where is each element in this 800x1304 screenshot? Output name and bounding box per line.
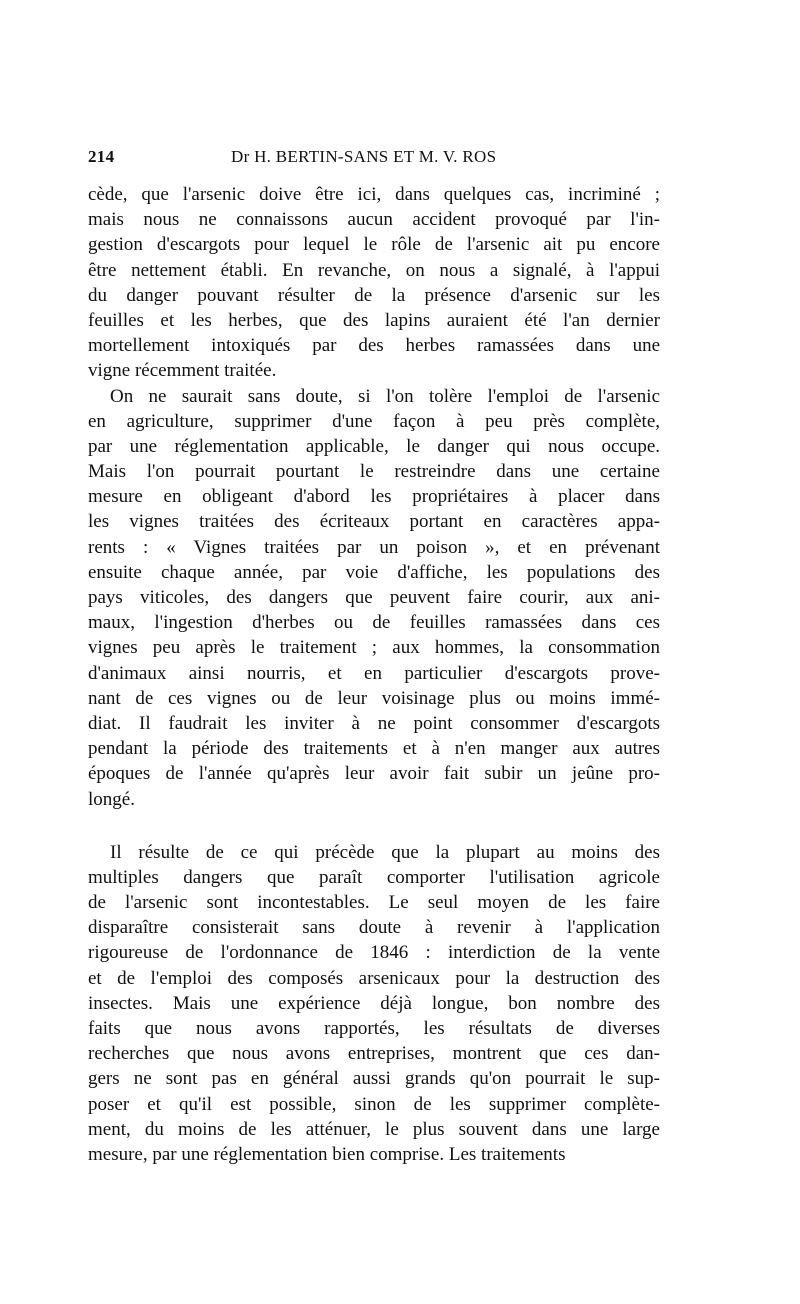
text-line: en agriculture, supprimer d'une façon à peu près complète, xyxy=(88,410,660,432)
text-line: disparaître consisterait sans doute à revenir à l'application xyxy=(88,917,660,939)
text-line: d'animaux ainsi nourris, et en particulier d'escargots prove- xyxy=(88,662,660,684)
text-line: recherches que nous avons entreprises, montrent que ces dan- xyxy=(88,1043,660,1065)
text-line: gers ne sont pas en général aussi grands qu'on pourrait le sup- xyxy=(88,1068,660,1090)
text-line: Mais l'on pourrait pourtant le restreindre dans une certaine xyxy=(88,461,660,483)
text-line: mesure, par une réglementation bien comprise. Les traitements xyxy=(88,1143,566,1165)
paragraph-gap xyxy=(88,812,660,840)
text-line: par une réglementation applicable, le danger qui nous occupe. xyxy=(88,435,660,457)
text-line: les vignes traitées des écriteaux portant en caractères appa- xyxy=(88,511,660,533)
text-line: poser et qu'il est possible, sinon de les supprimer complète- xyxy=(88,1093,660,1115)
text-line: multiples dangers que paraît comporter l'utilisation agricole xyxy=(88,866,660,888)
text-line: pendant la période des traitements et à n'en manger aux autres xyxy=(88,738,660,760)
text-line: longé. xyxy=(88,788,135,810)
text-line: mesure en obligeant d'abord les propriétaires à placer dans xyxy=(88,486,660,508)
paragraph xyxy=(88,840,660,1167)
text-line: faits que nous avons rapportés, les résultats de diverses xyxy=(88,1018,660,1039)
text-line: pays viticoles, des dangers que peuvent faire courir, aux ani- xyxy=(88,587,660,608)
paragraph xyxy=(88,384,660,812)
text-line: de l'arsenic sont incontestables. Le seul moyen de les faire xyxy=(88,892,660,914)
text-line: vignes peu après le traitement ; aux hommes, la consommation xyxy=(88,637,660,659)
text-line: maux, l'ingestion d'herbes ou de feuilles ramassées dans ces xyxy=(88,612,660,634)
text-line: rigoureuse de l'ordonnance de 1846 : interdiction de la vente xyxy=(88,942,660,964)
text-line: rents : « Vignes traitées par un poison », et en prévenant xyxy=(88,536,660,558)
text-line: du danger pouvant résulter de la présence d'arsenic sur les xyxy=(88,284,660,306)
running-title: Dr H. BERTIN-SANS ET M. V. ROS xyxy=(231,147,497,166)
text-line: nant de ces vignes ou de leur voisinage plus ou moins immé- xyxy=(88,687,660,709)
text-line: vigne récemment traitée. xyxy=(88,360,277,382)
text-line: cède, que l'arsenic doive être ici, dans quelques cas, incriminé ; xyxy=(88,184,660,205)
text-line: et de l'emploi des composés arsenicaux pour la destruction des xyxy=(88,967,660,989)
paragraph xyxy=(88,182,660,384)
text-line: On ne saurait sans doute, si l'on tolère l'emploi de l'arsenic xyxy=(110,385,660,407)
body-text xyxy=(88,182,660,1167)
text-line: diat. Il faudrait les inviter à ne point consommer d'escargots xyxy=(88,712,660,734)
page-number: 214 xyxy=(88,147,115,166)
text-line: mortellement intoxiqués par des herbes ramassées dans une xyxy=(88,335,660,357)
text-line: gestion d'escargots pour lequel le rôle de l'arsenic ait pu encore xyxy=(88,234,660,256)
text-line: feuilles et les herbes, que des lapins auraient été l'an dernier xyxy=(88,309,660,331)
text-line: ensuite chaque année, par voie d'affiche, les populations des xyxy=(88,561,660,583)
text-line: époques de l'année qu'après leur avoir fait subir un jeûne pro- xyxy=(88,763,660,785)
text-line: mais nous ne connaissons aucun accident provoqué par l'in- xyxy=(88,209,660,231)
text-line: Il résulte de ce qui précède que la plupart au moins des xyxy=(110,841,660,863)
text-line: insectes. Mais une expérience déjà longue, bon nombre des xyxy=(88,992,660,1014)
text-line: être nettement établi. En revanche, on nous a signalé, à l'appui xyxy=(88,259,660,281)
page-header xyxy=(88,147,660,169)
text-line: ment, du moins de les atténuer, le plus souvent dans une large xyxy=(88,1118,660,1140)
